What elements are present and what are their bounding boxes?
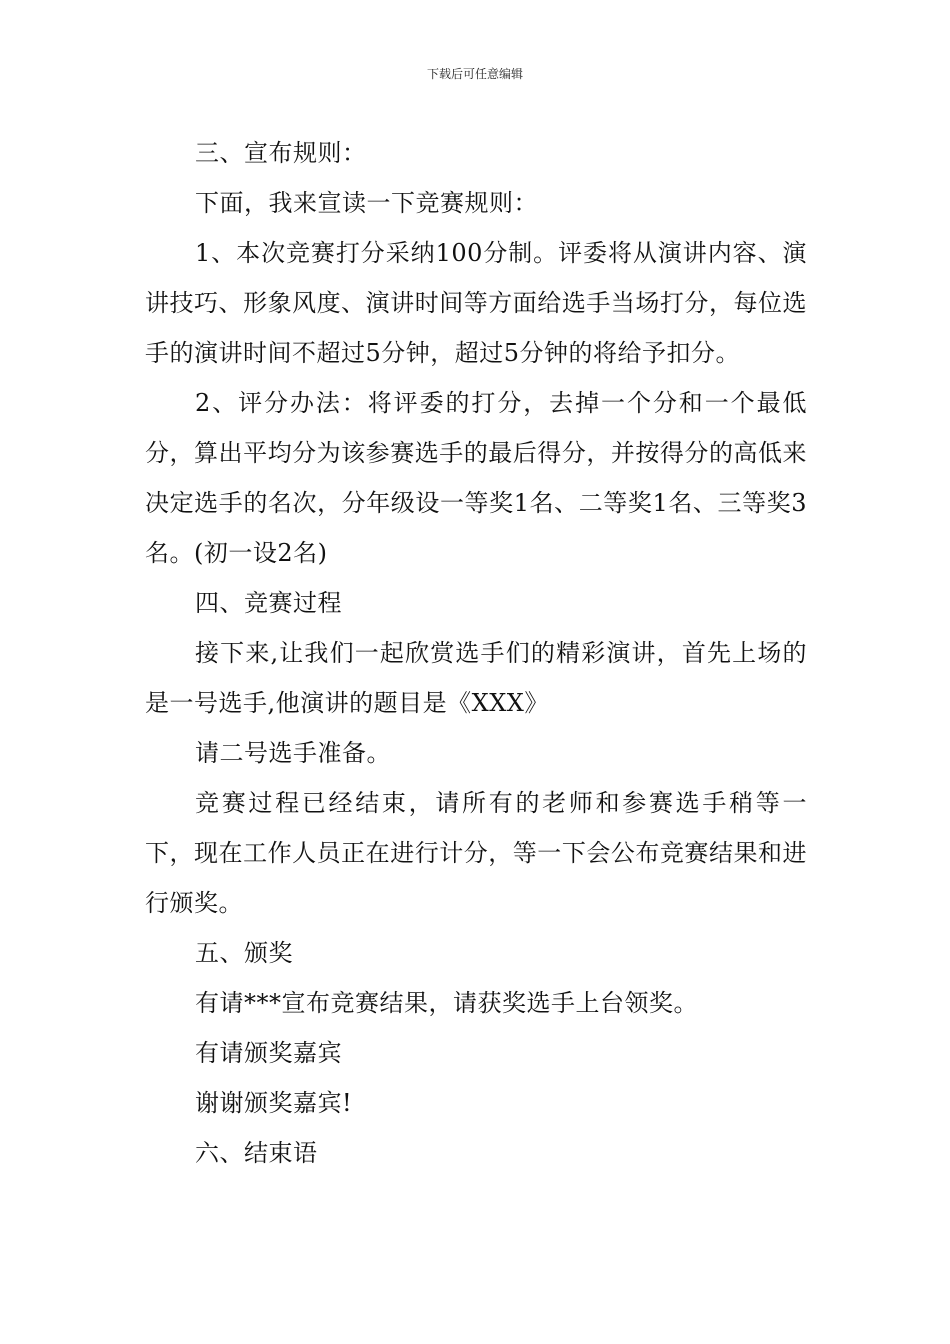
paragraph-process-end: 竞赛过程已经结束，请所有的老师和参赛选手稍等一下，现在工作人员正在进行计分，等一下会公布竞赛结果和进行颁奖。 [145, 789, 807, 917]
paragraph-rule-2: 2、评分办法：将评委的打分，去掉一个分和一个最低分，算出平均分为该参赛选手的最后得分，并按得分的高低来决定选手的名次，分年级设一等奖1名、二等奖1名、三等奖3名。(初一设2名) [145, 389, 807, 567]
paragraph-rule-1: 1、本次竞赛打分采纳100分制。评委将从演讲内容、演讲技巧、形象风度、演讲时间等方面给选手当场打分，每位选手的演讲时间不超过5分钟，超过5分钟的将给予扣分。 [145, 239, 807, 367]
paragraph-announce-results: 有请***宣布竞赛结果，请获奖选手上台领奖。 [195, 989, 698, 1017]
section-heading-closing: 六、结束语 [195, 1139, 318, 1167]
section-heading-process: 四、竞赛过程 [195, 589, 342, 617]
paragraph-next-contestant: 请二号选手准备。 [195, 739, 391, 767]
page-header-note: 下载后可任意编辑 [426, 67, 523, 81]
document-body [145, 128, 807, 1178]
paragraph-process-intro: 接下来,让我们一起欣赏选手们的精彩演讲，首先上场的是一号选手,他演讲的题目是《XXX》 [145, 639, 807, 717]
paragraph-invite-presenter: 有请颁奖嘉宾 [195, 1039, 342, 1067]
section-heading-rules: 三、宣布规则： [195, 139, 367, 167]
paragraph-rules-intro: 下面，我来宣读一下竞赛规则： [195, 189, 538, 217]
section-heading-awards: 五、颁奖 [195, 939, 293, 967]
paragraph-thank-presenter: 谢谢颁奖嘉宾! [195, 1089, 353, 1117]
